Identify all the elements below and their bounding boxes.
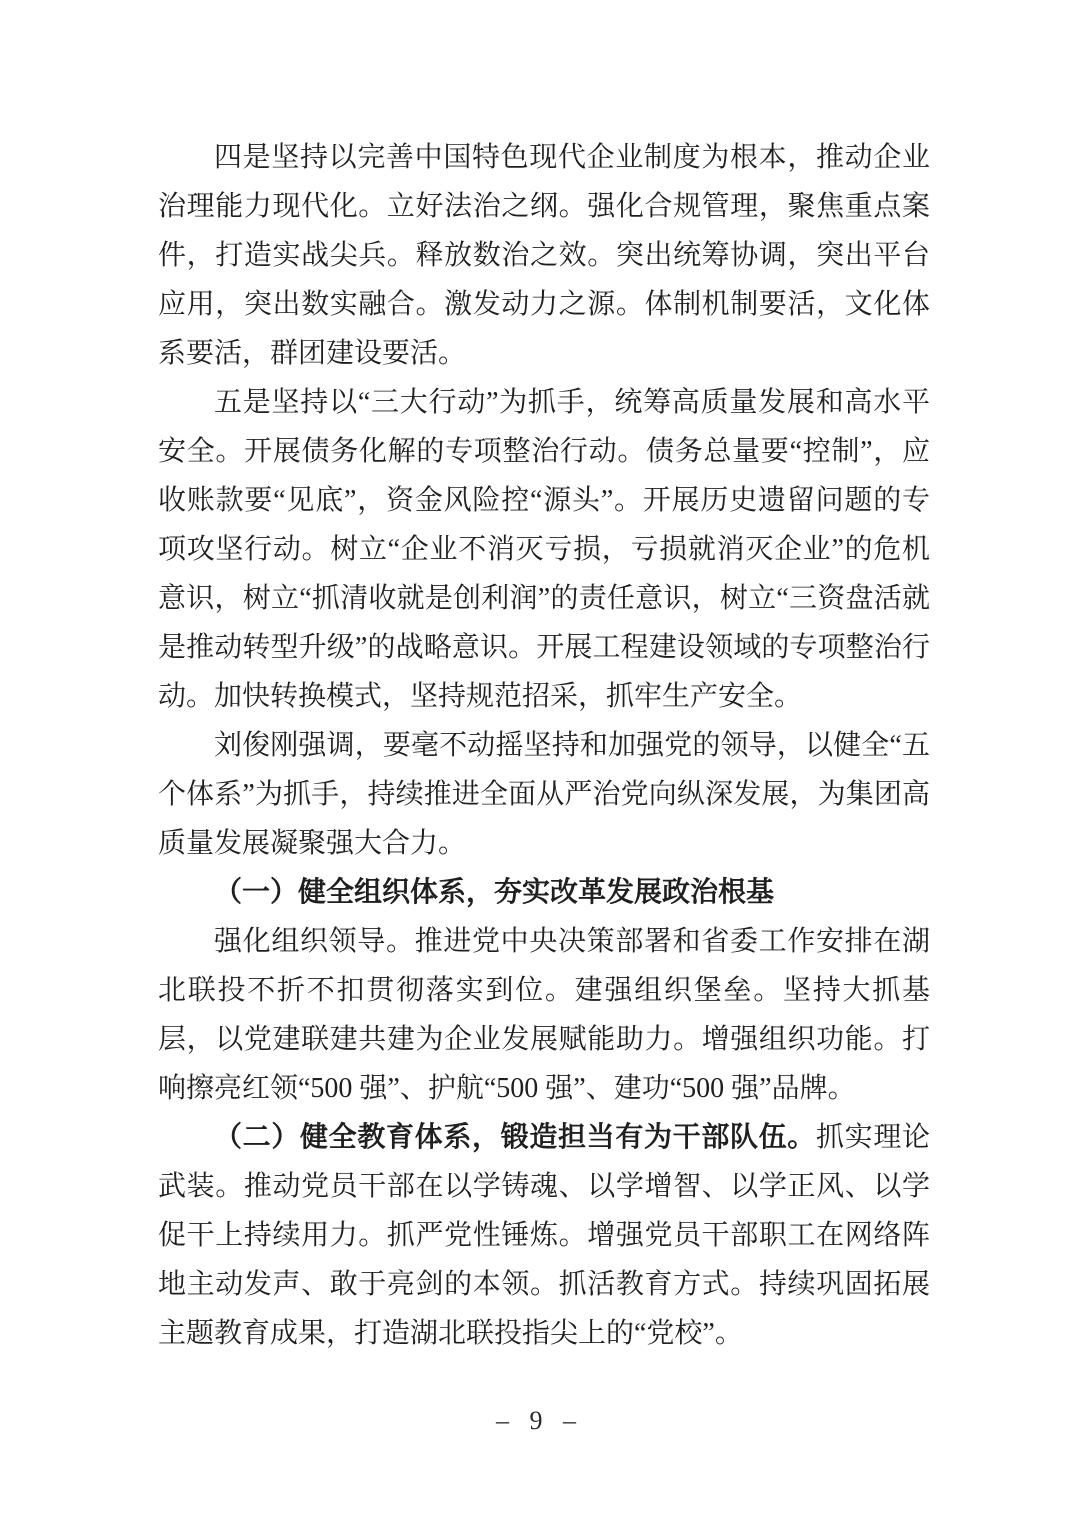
section-heading-two: （二）健全教育体系，锻造担当有为干部队伍。 [214,1122,816,1153]
paragraph-emphasis-intro: 刘俊刚强调，要毫不动摇坚持和加强党的领导，以健全“五个体系”为抓手，持续推进全面从严治党向纵深发展，为集团高质量发展凝聚强大合力。 [158,730,930,859]
page-number: – 9 – [496,1406,578,1435]
document-body [158,133,930,1358]
section-heading-one: （一）健全组织体系，夯实改革发展政治根基 [214,877,775,908]
paragraph-point-four: 四是坚持以完善中国特色现代企业制度为根本，推动企业治理能力现代化。立好法治之纲。强化合规管理，聚焦重点案件，打造实战尖兵。释放数治之效。突出统筹协调，突出平台应用，突出数实融合。激发动力之源。体制机制要活，文化体系要活，群团建设要活。 [158,142,930,369]
page-footer [0,1406,1074,1436]
paragraph-education-system [158,1113,930,1358]
paragraph-education-text: 抓实理论武装。推动党员干部在以学铸魂、以学增智、以学正风、以学促干上持续用力。抓严党性锤炼。增强党员干部职工在网络阵地主动发声、敢于亮剑的本领。抓活教育方式。持续巩固拓展主题教育成果，打造湖北联投指尖上的“党校”。 [158,1122,930,1349]
paragraph-organization-system: 强化组织领导。推进党中央决策部署和省委工作安排在湖北联投不折不扣贯彻落实到位。建强组织堡垒。坚持大抓基层，以党建联建共建为企业发展赋能助力。增强组织功能。打响擦亮红领“500 强”、护航“500 强”、建功“500 强”品牌。 [158,926,930,1104]
paragraph-point-five: 五是坚持以“三大行动”为抓手，统筹高质量发展和高水平安全。开展债务化解的专项整治行动。债务总量要“控制”，应收账款要“见底”，资金风险控“源头”。开展历史遗留问题的专项攻坚行动。树立“企业不消灭亏损，亏损就消灭企业”的危机意识，树立“抓清收就是创利润”的责任意识，树立“三资盘活就是推动转型升级”的战略意识。开展工程建设领域的专项整治行动。加快转换模式，坚持规范招采，抓牢生产安全。 [158,387,930,712]
